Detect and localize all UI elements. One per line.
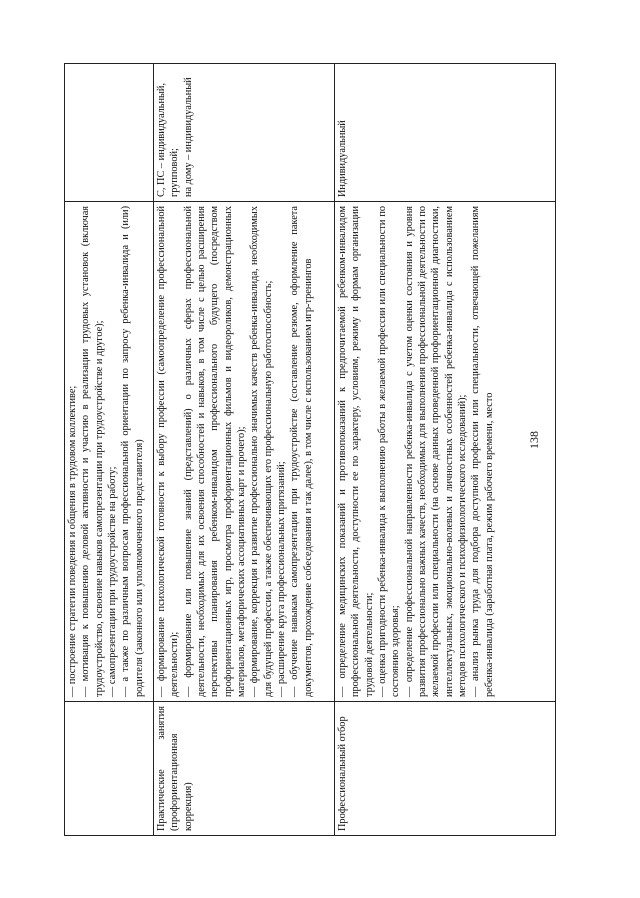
services-table xyxy=(64,63,556,836)
cell-paragraph: — мотивация к повышению деловой активности и участию в реализации трудовых установок (включая трудоустройство, освоение навыков самопрезентации при трудоустройстве и другое); xyxy=(80,206,105,697)
service-name-cell xyxy=(65,702,154,836)
page-number: 138 xyxy=(527,431,541,449)
cell-paragraph: Практические занятия (профориентационная коррекция) xyxy=(156,706,194,831)
cell-paragraph: — построение стратегии поведения и общения в трудовом коллективе; xyxy=(67,385,78,697)
cell-paragraph: — определение медицинских показаний и противопоказаний к предпочитаемой ребенком-инвалидом профессиональной деятельности, доступности ее по характеру, условиям, режиму и формам организации трудовой деятельности; xyxy=(337,206,375,697)
cell-paragraph: на дому – индивидуальный xyxy=(182,77,194,197)
service-form-cell xyxy=(335,64,556,202)
cell-paragraph: С, ПС – индивидуальный, групповой; xyxy=(156,82,181,197)
cell-paragraph: — анализ рынка труда для подбора доступной профессии или специальности, отвечающей пожеланиям ребенка-инвалида (заработная плата, режим рабочего времени, место xyxy=(470,206,495,697)
service-form-cell xyxy=(154,64,335,202)
service-form-cell xyxy=(65,64,154,202)
table-row xyxy=(154,64,335,836)
cell-paragraph: — самопрезентации при трудоустройстве на работу; xyxy=(107,466,119,697)
rotated-page-content xyxy=(64,64,584,836)
table-row xyxy=(65,64,154,836)
cell-paragraph: — расширение круга профессиональных притязаний; xyxy=(276,461,288,697)
cell-paragraph: — а также по различным вопросам профессиональной ориентации по запросу ребенка-инвалида и (или) родителя (законного или уполномоченного представителя) xyxy=(120,206,145,697)
cell-paragraph: — обучение навыкам самопрезентации при трудоустройстве (составление резюме, оформление пакета документов, прохождение собеседования и так далее), в том числе с использованием игр-тренингов xyxy=(289,206,314,697)
table-row xyxy=(335,64,556,836)
cell-paragraph: — формирование психологической готовности к выбору профессии (самоопределение профессиональной деятельности); xyxy=(156,206,181,697)
service-content-cell xyxy=(154,202,335,702)
service-content-cell xyxy=(65,202,154,702)
cell-paragraph: — формирование, коррекция и развитие профессионально значимых качеств ребенка-инвалида, необходимых для будущей профессии, а также обеспечивающих его профессиональную работоспособность; xyxy=(249,206,274,697)
cell-paragraph: Профессиональный отбор xyxy=(337,716,348,831)
cell-paragraph: — формирование или повышение знаний (представлений) о различных сферах профессиональной деятельности, необходимых для их освоения способностей и навыков, в том числе с целью расширения перспективы планирования ребенком-инвалидом профессионального будущего (посредством профориентационных игр, просмотра профориентационных фильмов и видеороликов, демонстрационных материалов, метафорических ассоциативных карт и прочего); xyxy=(182,206,248,697)
cell-paragraph: — определение профессиональной направленности ребенка-инвалида с учетом оценки состояния и уровня развития профессионально важных качеств, необходимых для выполнения профессиональной деятельности по желаемой профессии или специальности (на основе данных проведенной профориентационной диагностики, интеллектуальных, эмоционально-волевых и личностных особенностей ребенка-инвалида с использованием методов психологического и психофизиологического исследований); xyxy=(403,206,469,697)
service-name-cell xyxy=(335,702,556,836)
cell-paragraph: — оценка пригодности ребенка-инвалида к выполнению работы в желаемой профессии или специальности по состоянию здоровья; xyxy=(377,206,402,697)
service-content-cell xyxy=(335,202,556,702)
service-name-cell xyxy=(154,702,335,836)
cell-paragraph: Индивидуальный xyxy=(337,120,348,197)
